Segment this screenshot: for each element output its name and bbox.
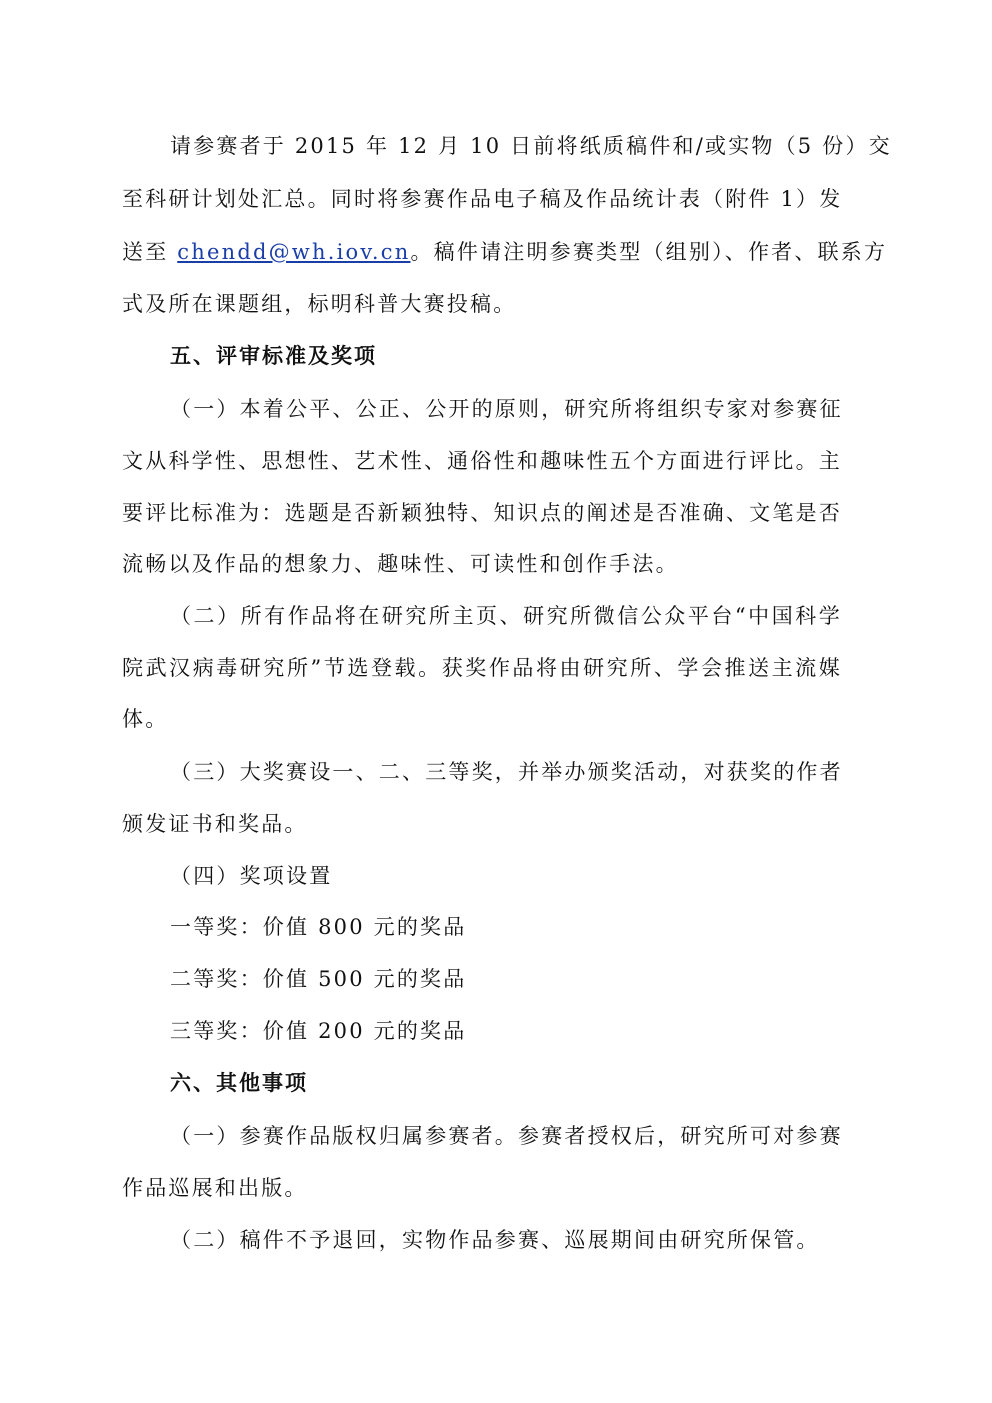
section6-heading: 六、其他事项 [170, 1071, 308, 1095]
section5-p3-line-1: （三）大奖赛设一、二、三等奖，并举办颁奖活动，对获奖的作者 [170, 760, 843, 784]
email-link[interactable]: chendd@wh.iov.cn [177, 240, 411, 264]
section5-heading: 五、评审标准及奖项 [170, 344, 377, 368]
section5-p2-line-2: 院武汉病毒研究所”节选登载。获奖作品将由研究所、学会推送主流媒 [122, 656, 842, 680]
submission-line-4: 式及所在课题组，标明科普大赛投稿。 [122, 292, 517, 316]
section6-p2-line-1: （二）稿件不予退回，实物作品参赛、巡展期间由研究所保管。 [170, 1228, 820, 1252]
prize-third: 三等奖：价值 200 元的奖品 [170, 1019, 467, 1043]
section5-p1-line-2: 文从科学性、思想性、艺术性、通俗性和趣味性五个方面进行评比。主 [122, 449, 842, 473]
section6-p1-line-2: 作品巡展和出版。 [122, 1176, 308, 1200]
section5-p1-line-3: 要评比标准为：选题是否新颖独特、知识点的阐述是否准确、文笔是否 [122, 501, 842, 525]
section5-p1-line-4: 流畅以及作品的想象力、趣味性、可读性和创作手法。 [122, 552, 679, 576]
submission-line-3 [122, 237, 888, 267]
section6-p1-line-1: （一）参赛作品版权归属参赛者。参赛者授权后，研究所可对参赛 [170, 1124, 843, 1148]
submission-line-2: 至科研计划处汇总。同时将参赛作品电子稿及作品统计表（附件 1）发 [122, 187, 843, 211]
section5-p4-title: （四）奖项设置 [170, 864, 333, 888]
section5-p1-line-1: （一）本着公平、公正、公开的原则，研究所将组织专家对参赛征 [170, 397, 843, 421]
prize-first: 一等奖：价值 800 元的奖品 [170, 915, 467, 939]
submission-line-1: 请参赛者于 2015 年 12 月 10 日前将纸质稿件和/或实物（5 份）交 [170, 134, 892, 158]
section5-p3-line-2: 颁发证书和奖品。 [122, 812, 308, 836]
section5-p2-line-1: （二）所有作品将在研究所主页、研究所微信公众平台“中国科学 [170, 604, 842, 628]
submission-line-3-suffix: 。稿件请注明参赛类型（组别）、作者、联系方 [410, 240, 888, 264]
section5-p2-line-3: 体。 [122, 707, 169, 731]
submission-line-3-prefix: 送至 [122, 240, 178, 264]
prize-second: 二等奖：价值 500 元的奖品 [170, 967, 467, 991]
